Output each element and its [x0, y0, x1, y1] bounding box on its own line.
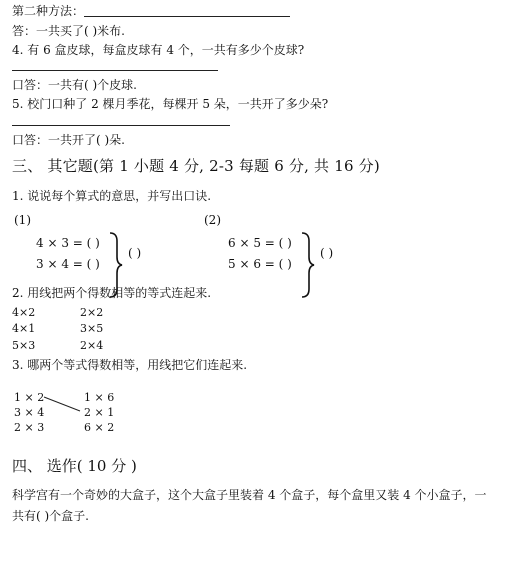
s3-p2-left-2: 4×1 [12, 322, 36, 335]
s3-p1-right-label: (2) [204, 213, 221, 227]
s3-p3-left-3: 2 × 3 [14, 421, 45, 434]
right-curly-brace [302, 233, 314, 297]
q5-answer: 口答：一共开了( )朵. [12, 133, 125, 147]
section3-heading: 三、 其它题(第 1 小题 4 分, 2-3 每题 6 分, 共 16 分) [12, 157, 380, 175]
s3-p1-right-eq2: 5 × 6 = ( ) [228, 257, 292, 271]
section4-heading: 四、 选作( 10 分 ) [12, 457, 137, 475]
s3-p3-right-2: 2 × 1 [84, 406, 115, 419]
section4-line1: 科学宫有一个奇妙的大盒子，这个大盒子里装着 4 个盒子，每个盒里又装 4 个小盒子，一 [12, 488, 487, 502]
connecting-line [44, 397, 80, 411]
s3-p1-right-eq1: 6 × 5 = ( ) [228, 236, 292, 250]
s3-p1-right-blank: ( ) [320, 246, 334, 260]
section4-line2: 共有( )个盒子. [12, 509, 89, 523]
s3-p2-left-3: 5×3 [12, 339, 36, 352]
s3-p1-left-eq1: 4 × 3 = ( ) [36, 236, 100, 250]
s3-p2-right-2: 3×5 [80, 322, 104, 335]
s3-p1-instruction: 1. 说说每个算式的意思，并写出口诀. [12, 189, 212, 203]
s3-p2-left-1: 4×2 [12, 306, 36, 319]
q5-question: 5. 校门口种了 2 棵月季花，每棵开 5 朵，一共开了多少朵? [12, 97, 329, 111]
s3-p1-left-label: (1) [14, 213, 31, 227]
s3-p3-right-3: 6 × 2 [84, 421, 115, 434]
method2-title: 第二种方法： [12, 4, 85, 18]
s3-p1-left-blank: ( ) [128, 246, 142, 260]
s3-p3-instruction: 3. 哪两个等式得数相等，用线把它们连起来. [12, 358, 248, 372]
s3-p3-left-1: 1 × 2 [14, 391, 45, 404]
s3-p3-right-1: 1 × 6 [84, 391, 115, 404]
q4-answer: 口答：一共有( )个皮球. [12, 78, 137, 92]
s3-p2-instruction: 2. 用线把两个得数相等的等式连起来. [12, 286, 212, 300]
method2-answer: 答：一共买了( )米布. [12, 24, 125, 38]
s3-p1-left-eq2: 3 × 4 = ( ) [36, 257, 100, 271]
s3-p3-left-2: 3 × 4 [14, 406, 45, 419]
s3-p2-right-3: 2×4 [80, 339, 104, 352]
s3-p2-right-1: 2×2 [80, 306, 104, 319]
q4-question: 4. 有 6 盒皮球，每盒皮球有 4 个，一共有多少个皮球? [12, 43, 305, 57]
